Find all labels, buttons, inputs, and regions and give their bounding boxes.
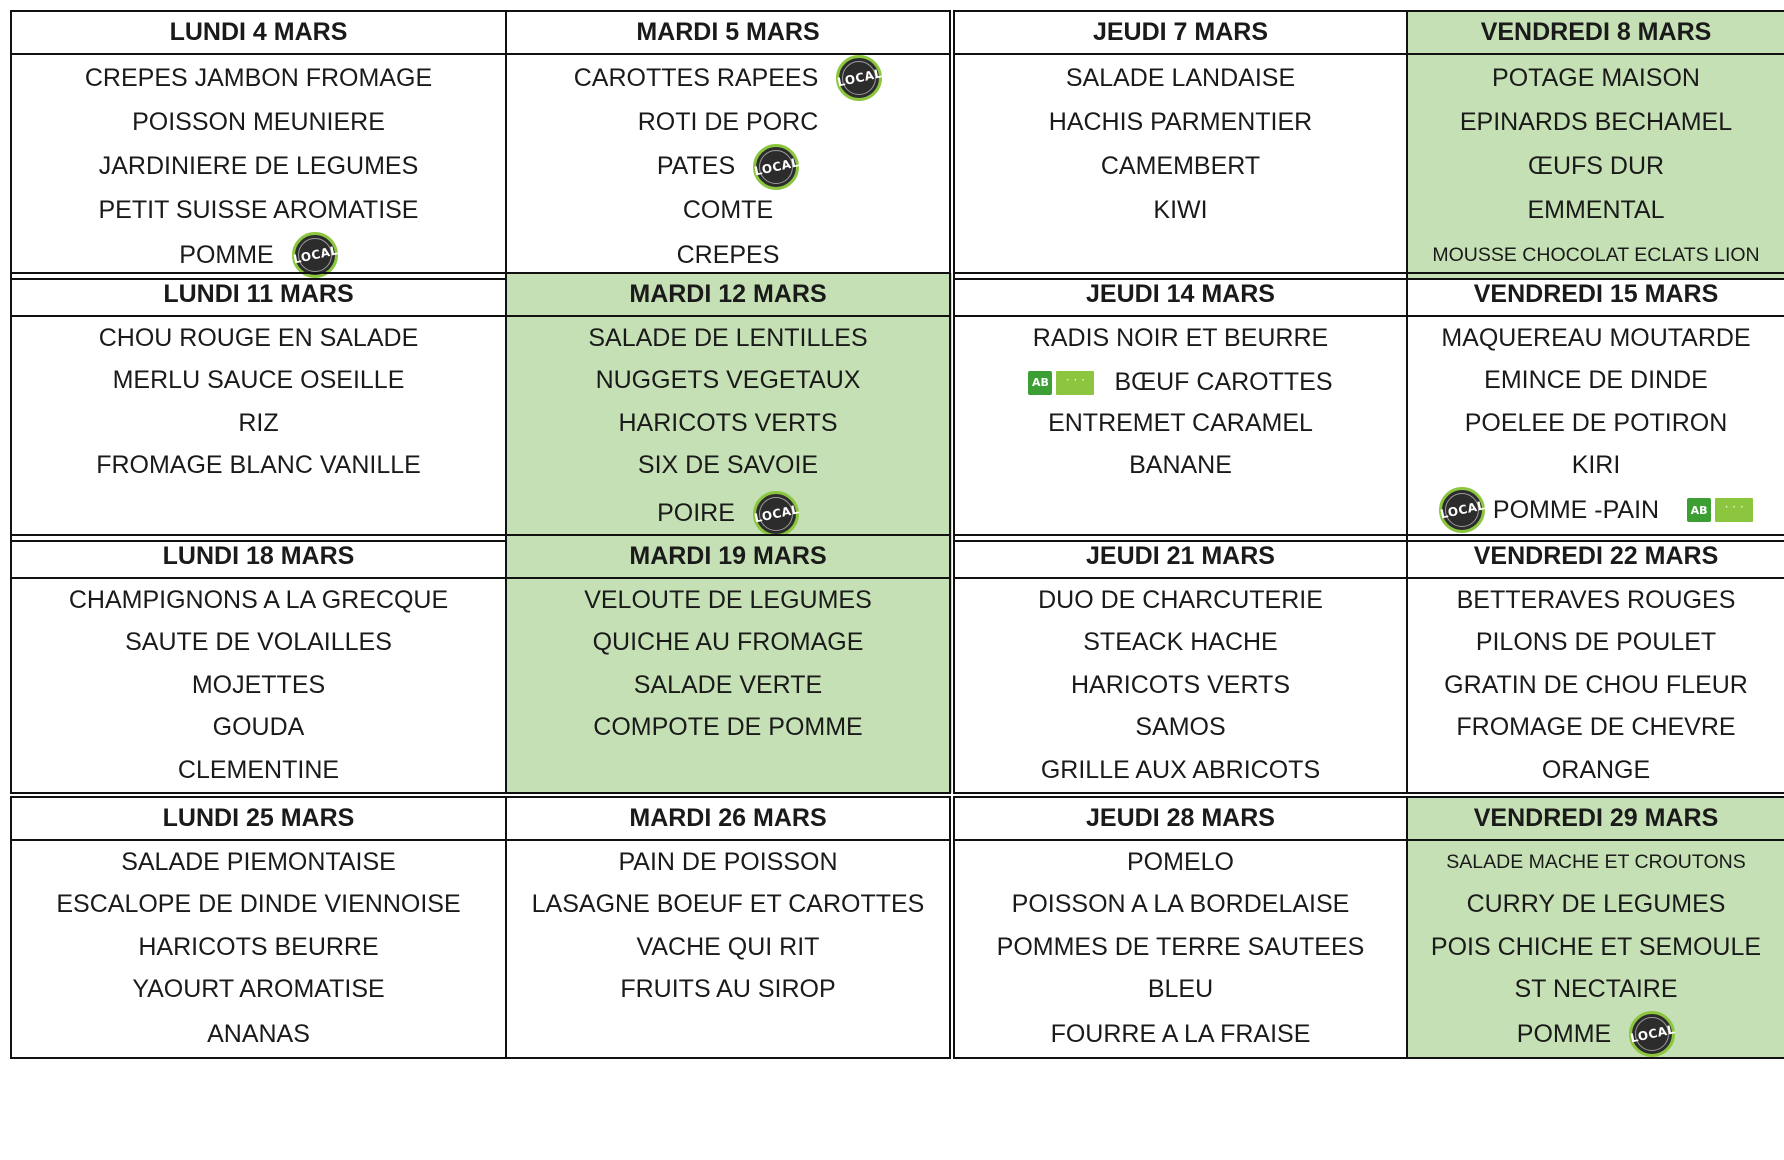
menu-cell [11, 884, 506, 927]
menu-item-label: RADIS NOIR ET BEURRE [1032, 323, 1329, 352]
menu-cell [1407, 101, 1784, 144]
menu-cell [1407, 360, 1784, 403]
menu-item [1432, 244, 1759, 267]
menu-item [213, 713, 305, 742]
menu-item [99, 324, 419, 353]
menu-item [1441, 324, 1750, 353]
menu-cell [1407, 664, 1784, 707]
menu-cell [506, 360, 952, 403]
menu-cell [1407, 144, 1784, 190]
menu-item-label: ROTI DE PORC [637, 107, 819, 136]
menu-item [178, 756, 339, 785]
menu-item [593, 713, 862, 742]
local-label-icon [1629, 1011, 1675, 1057]
menu-cell [952, 969, 1407, 1012]
menu-item-label: JARDINIERE DE LEGUMES [98, 152, 419, 180]
menu-cell [952, 664, 1407, 707]
menu-item-label: VACHE QUI RIT [636, 932, 820, 961]
menu-item [99, 152, 419, 181]
menu-row [11, 622, 1784, 665]
menu-cell [952, 144, 1407, 190]
menu-cell [11, 487, 506, 541]
menu-item [588, 324, 867, 353]
menu-cell [506, 884, 952, 927]
menu-cell [506, 316, 952, 360]
menu-row [11, 487, 1784, 541]
eu-organic-leaf-icon [1715, 498, 1753, 522]
menu-cell [11, 840, 506, 884]
menu-item-label: HARICOTS VERTS [1070, 670, 1291, 699]
menu-item-label: CAMEMBERT [1100, 152, 1261, 180]
menu-item-label: SIX DE SAVOIE [637, 451, 819, 480]
menu-item [113, 366, 405, 395]
menu-cell [11, 578, 506, 622]
menu-row [11, 445, 1784, 488]
menu-cell [506, 840, 952, 884]
local-label-text: LOCAL [836, 66, 884, 90]
organic-ab-eu-label-icon [1687, 498, 1753, 522]
menu-cell [506, 487, 952, 541]
menu-cell [11, 445, 506, 488]
menu-cell [11, 101, 506, 144]
day-header: VENDREDI 15 MARS [1407, 273, 1784, 316]
menu-cell [952, 190, 1407, 233]
local-label-icon [753, 144, 799, 190]
menu-cell [1407, 969, 1784, 1012]
menu-item-label: SALADE MACHE ET CROUTONS [1446, 850, 1746, 873]
menu-cell [1407, 1011, 1784, 1058]
menu-item-label: YAOURT AROMATISE [132, 975, 385, 1004]
menu-cell [11, 316, 506, 360]
day-header: MARDI 12 MARS [506, 273, 952, 316]
menu-item [1457, 586, 1736, 615]
menu-item [1033, 324, 1328, 353]
day-header: JEUDI 21 MARS [952, 535, 1407, 578]
menu-row [11, 101, 1784, 144]
menu-item-label: POIS CHICHE ET SEMOULE [1430, 932, 1762, 961]
menu-cell [952, 622, 1407, 665]
menu-cell [1407, 487, 1784, 541]
menu-item [1066, 64, 1295, 93]
menu-cell [1407, 926, 1784, 969]
day-header: MARDI 26 MARS [506, 797, 952, 840]
menu-item-label: FOURRE A LA FRAISE [1050, 1019, 1311, 1048]
menu-cell [952, 1011, 1407, 1058]
menu-item-label: FRUITS AU SIROP [620, 975, 836, 1004]
day-header: JEUDI 7 MARS [952, 11, 1407, 54]
menu-item-label: VELOUTE DE LEGUMES [584, 585, 872, 614]
menu-item-label: MOJETTES [191, 670, 326, 699]
menu-cell [1407, 316, 1784, 360]
day-header-row [11, 11, 1784, 54]
menu-item [1446, 851, 1745, 874]
menu-cell [506, 622, 952, 665]
menu-item-label: ST NECTAIRE [1514, 975, 1678, 1004]
menu-item-label: LASAGNE BOEUF ET CAROTTES [531, 890, 925, 919]
menu-cell [1407, 749, 1784, 793]
menu-item-label: PATES [656, 152, 736, 180]
menu-item [620, 975, 835, 1004]
menu-cell [506, 402, 952, 445]
menu-item [1476, 628, 1716, 657]
eu-organic-leaf-icon [1056, 371, 1094, 395]
menu-item [207, 1020, 310, 1049]
menu-item-label: CLEMENTINE [177, 755, 340, 784]
menu-item-label: CURRY DE LEGUMES [1466, 890, 1726, 919]
menu-cell [952, 926, 1407, 969]
menu-item [638, 451, 818, 480]
menu-item [132, 975, 384, 1004]
menu-item [1515, 975, 1678, 1004]
menu-item [1071, 671, 1290, 700]
menu-cell [506, 144, 952, 190]
menu-item [85, 64, 432, 93]
menu-item-label: HACHIS PARMENTIER [1048, 107, 1313, 136]
menu-item-label: FROMAGE DE CHEVRE [1456, 713, 1736, 742]
day-header: JEUDI 28 MARS [952, 797, 1407, 840]
menu-item-label: COMPOTE DE POMME [593, 713, 863, 742]
menu-item-label: POISSON A LA BORDELAISE [1011, 890, 1350, 919]
menu-cell [1407, 578, 1784, 622]
menu-row [11, 190, 1784, 233]
menu-cell [506, 969, 952, 1012]
menu-cell [952, 840, 1407, 884]
menu-item [56, 890, 460, 919]
menu-cell [1407, 840, 1784, 884]
menu-item-label: GOUDA [212, 713, 305, 742]
menu-item [1083, 628, 1277, 657]
menu-item [238, 409, 278, 438]
day-header: VENDREDI 8 MARS [1407, 11, 1784, 54]
menu-item-label: ENTREMET CARAMEL [1048, 408, 1313, 437]
menu-item-label: ŒUFS DUR [1527, 152, 1665, 180]
menu-cell [11, 1011, 506, 1058]
menu-cell [952, 316, 1407, 360]
menu-item [657, 144, 799, 190]
menu-item [593, 628, 864, 657]
day-header: MARDI 5 MARS [506, 11, 952, 54]
menu-cell [952, 360, 1407, 403]
menu-item [1527, 196, 1664, 225]
menu-item [1444, 671, 1748, 700]
menu-item-label: POMME [179, 240, 274, 269]
menu-row [11, 144, 1784, 190]
menu-item [532, 890, 925, 919]
local-label-text: LOCAL [752, 501, 801, 525]
menu-item [1012, 890, 1350, 919]
menu-cell [952, 884, 1407, 927]
menu-item-label: QUICHE AU FROMAGE [592, 628, 864, 657]
menu-item [1465, 409, 1728, 438]
menu-item-label: SALADE PIEMONTAISE [121, 847, 396, 876]
menu-item [657, 491, 799, 537]
menu-item [96, 451, 421, 480]
menu-cell [11, 622, 506, 665]
menu-cell [952, 54, 1407, 101]
menu-item [1135, 713, 1225, 742]
menu-item-label: EMMENTAL [1527, 196, 1665, 225]
menu-cell [506, 926, 952, 969]
menu-item-label: STEACK HACHE [1083, 628, 1278, 657]
week-table [10, 272, 1784, 542]
menu-item-label: SAMOS [1135, 713, 1226, 742]
menu-cell [1407, 622, 1784, 665]
menu-item-label: POIRE [657, 499, 735, 527]
menu-item-label: GRATIN DE CHOU FLEUR [1444, 670, 1748, 699]
menu-item-label: MAQUEREAU MOUTARDE [1441, 323, 1751, 352]
day-header: LUNDI 18 MARS [11, 535, 506, 578]
menu-item [634, 671, 823, 700]
menu-item [69, 586, 448, 615]
ab-organic-icon: AB [1028, 371, 1052, 395]
menu-item-label: KIWI [1153, 196, 1208, 225]
menu-item [121, 848, 396, 877]
day-header: MARDI 19 MARS [506, 535, 952, 578]
menu-cell [11, 707, 506, 750]
menu-item [1467, 890, 1726, 919]
menu-item-label: CAROTTES RAPEES [573, 63, 819, 92]
day-header: LUNDI 25 MARS [11, 797, 506, 840]
menu-item [1038, 586, 1323, 615]
menu-row [11, 969, 1784, 1012]
menu-item-label: POTAGE MAISON [1492, 63, 1700, 92]
menu-item-label: PAIN DE POISSON [618, 847, 838, 876]
menu-cell [11, 144, 506, 190]
local-label-icon [1439, 487, 1485, 533]
menu-item-label: BŒUF CAROTTES [1114, 368, 1333, 397]
menu-item [138, 933, 378, 962]
menu-row [11, 316, 1784, 360]
menu-cell [506, 101, 952, 144]
menu-cell [1407, 402, 1784, 445]
menu-cell [506, 445, 952, 488]
menu-row [11, 578, 1784, 622]
menu-item-label: RIZ [238, 408, 279, 437]
menu-item-label: SALADE VERTE [633, 670, 823, 699]
menu-item [1041, 756, 1320, 785]
menu-cell [506, 578, 952, 622]
menu-item-label: SALADE LANDAISE [1065, 63, 1296, 92]
menu-item-label: CHOU ROUGE EN SALADE [98, 323, 419, 352]
menu-item [125, 628, 392, 657]
day-header-row [11, 797, 1784, 840]
menu-item [1484, 366, 1708, 395]
local-label-text: LOCAL [291, 243, 340, 267]
menu-cell [11, 664, 506, 707]
menu-cell [952, 707, 1407, 750]
menu-item [618, 848, 837, 877]
menu-item-label: CHAMPIGNONS A LA GRECQUE [68, 585, 449, 614]
day-header-row [11, 535, 1784, 578]
menu-item-label: COMTE [682, 196, 774, 225]
menu-cell [1407, 54, 1784, 101]
menu-row [11, 54, 1784, 101]
menu-item-label: POELEE DE POTIRON [1464, 408, 1728, 437]
menu-row [11, 707, 1784, 750]
menu-item-label: HARICOTS VERTS [618, 408, 838, 437]
menu-item [1153, 196, 1207, 225]
menu-item-label: NUGGETS VEGETAUX [595, 366, 861, 395]
menu-cell [952, 487, 1407, 541]
menu-item [1492, 64, 1700, 93]
menu-item [638, 108, 819, 137]
menu-cell [952, 578, 1407, 622]
menu-cell [11, 926, 506, 969]
menu-item-label: POMMES DE TERRE SAUTEES [996, 932, 1365, 961]
menu-item [596, 366, 861, 395]
menu-item-label: MERLU SAUCE OSEILLE [112, 366, 405, 395]
menu-cell [11, 54, 506, 101]
menu-cell [1407, 445, 1784, 488]
menu-item-label: PILONS DE POULET [1475, 628, 1717, 657]
menu-item [683, 196, 773, 225]
menu-item [1129, 451, 1232, 480]
menu-item-label: POISSON MEUNIERE [132, 107, 385, 136]
local-label-text: LOCAL [1629, 1022, 1677, 1046]
menu-cell [506, 54, 952, 101]
menu-item [1048, 409, 1313, 438]
menu-cell [506, 749, 952, 793]
menu-item-label: POMME [1516, 1019, 1612, 1048]
menu-cell [952, 445, 1407, 488]
menu-row [11, 884, 1784, 927]
local-label-icon [753, 491, 799, 537]
menu-item [1572, 451, 1621, 480]
menu-item [1028, 368, 1332, 397]
menu-row [11, 664, 1784, 707]
menu-item-label: DUO DE CHARCUTERIE [1038, 585, 1323, 614]
menu-item-label: ORANGE [1541, 755, 1651, 784]
menu-item-label: POMELO [1127, 847, 1234, 876]
local-label-text: LOCAL [753, 154, 801, 178]
menu-item [1517, 1011, 1675, 1057]
menu-item-label: POMME -PAIN [1492, 495, 1660, 524]
menu-item-label: HARICOTS BEURRE [138, 932, 379, 961]
menu-item-label: ESCALOPE DE DINDE VIENNOISE [56, 890, 461, 919]
menu-cell [1407, 190, 1784, 233]
menu-item-label: BLEU [1147, 975, 1214, 1004]
menu-cell [1407, 707, 1784, 750]
menu-item [1456, 713, 1735, 742]
menu-item-label: MOUSSE CHOCOLAT ECLATS LION [1432, 243, 1760, 266]
menu-item-label: SALADE DE LENTILLES [588, 323, 868, 352]
menu-cell [11, 402, 506, 445]
menu-item-label: PETIT SUISSE AROMATISE [98, 196, 419, 225]
menu-item [1431, 933, 1761, 962]
week-table [10, 534, 1784, 794]
menu-item-label: KIRI [1571, 451, 1621, 480]
ab-organic-icon: AB [1687, 498, 1711, 522]
menu-item-label: FROMAGE BLANC VANILLE [96, 451, 421, 480]
menu-item [99, 196, 419, 225]
menu-item-label: CREPES [676, 240, 780, 269]
menu-item [1439, 487, 1753, 533]
menu-item-label: EPINARDS BECHAMEL [1459, 107, 1733, 136]
organic-ab-eu-label-icon [1028, 371, 1094, 395]
menu-cell [1407, 884, 1784, 927]
week-table [10, 796, 1784, 1059]
local-label-icon [836, 55, 882, 101]
menu-row [11, 926, 1784, 969]
menu-item [574, 55, 883, 101]
menu-cell [506, 707, 952, 750]
menu-item [1101, 152, 1260, 181]
menu-row [11, 840, 1784, 884]
menu-cell [11, 749, 506, 793]
menu-item [677, 241, 780, 270]
menu-item [637, 933, 820, 962]
menu-item-label: BANANE [1129, 451, 1232, 480]
menu-item [584, 586, 872, 615]
week-table [10, 10, 1784, 280]
menu-cell [11, 360, 506, 403]
local-label-text: LOCAL [1438, 498, 1487, 522]
menu-row [11, 402, 1784, 445]
menu-item [1127, 848, 1234, 877]
menu-item [132, 108, 385, 137]
menu-row [11, 360, 1784, 403]
menu-row [11, 749, 1784, 793]
menu-item-label: BETTERAVES ROUGES [1456, 585, 1736, 614]
menu-item [1051, 1020, 1311, 1049]
day-header: JEUDI 14 MARS [952, 273, 1407, 316]
menu-cell [506, 664, 952, 707]
menu-item [997, 933, 1365, 962]
menu-item-label: EMINCE DE DINDE [1484, 366, 1708, 395]
day-header-row [11, 273, 1784, 316]
menu-cell [952, 101, 1407, 144]
menu-cell [952, 402, 1407, 445]
menu-cell [506, 190, 952, 233]
menu-item [1148, 975, 1213, 1004]
menu-cell [11, 969, 506, 1012]
day-header: VENDREDI 22 MARS [1407, 535, 1784, 578]
menu-item [618, 409, 837, 438]
day-header: LUNDI 11 MARS [11, 273, 506, 316]
menu-row [11, 1011, 1784, 1058]
menu-item [192, 671, 325, 700]
menu-item [1528, 152, 1664, 181]
menu-cell [11, 190, 506, 233]
menu-item-label: CREPES JAMBON FROMAGE [84, 63, 433, 92]
menu-item [1049, 108, 1312, 137]
menu-cell [952, 749, 1407, 793]
menu-item-label: GRILLE AUX ABRICOTS [1040, 755, 1321, 784]
menu-item [1460, 108, 1732, 137]
day-header: LUNDI 4 MARS [11, 11, 506, 54]
menu-item [1542, 756, 1650, 785]
day-header: VENDREDI 29 MARS [1407, 797, 1784, 840]
menu-item-label: ANANAS [207, 1019, 310, 1048]
menu-item-label: SAUTE DE VOLAILLES [125, 628, 392, 657]
menu-cell [506, 1011, 952, 1058]
